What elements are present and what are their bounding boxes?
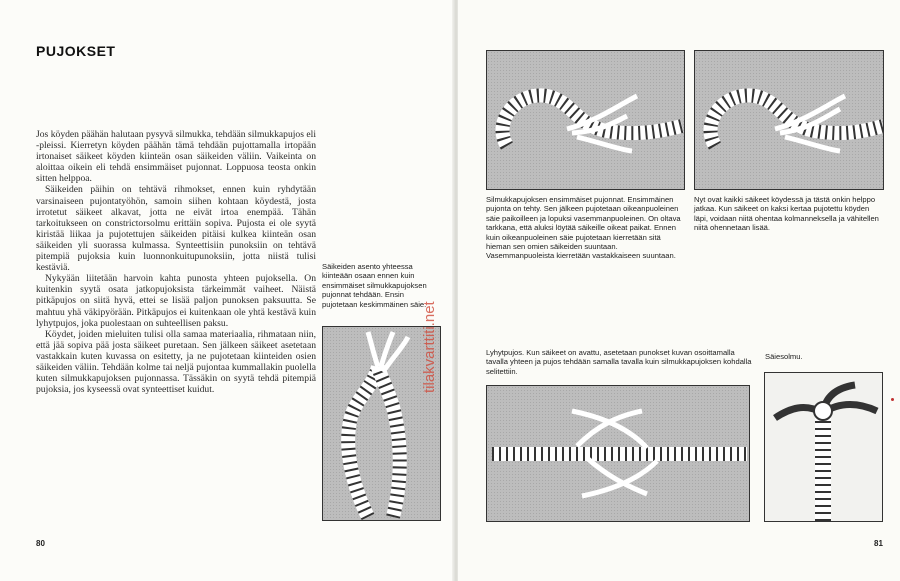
eye-splice-illustration-2 xyxy=(695,51,883,189)
short-splice-illustration xyxy=(487,386,749,521)
red-dot xyxy=(891,398,894,401)
page-number-left: 80 xyxy=(36,539,45,548)
figure-short-splice xyxy=(486,385,750,522)
body-text xyxy=(36,129,316,395)
figure-caption-short-splice: Lyhytpujos. Kun säikeet on avattu, asetetaan punokset kuvan osoittamalla tavalla yhteen ja pujos tehdään samalla tavalla kuin silmukkapujoksen kohdalla selitettiin. xyxy=(486,348,752,376)
figure-crown-knot xyxy=(764,372,883,522)
figure-caption-step1: Silmukkapujoksen ensimmäiset pujonnat. Ensimmäinen pujonta on tehty. Sen jälkeen pujotetaan oikeanpuoleinen säie paikoilleen ja lopuksi vasemmanpuoleinen. On oltava tarkkana, että aluksi löytää säikeille oikeat paikat. Ennen kuin oikeanpuoleinen säie pujotetaan kierretään sitä hieman sen omien säikeiden suuntaan. Vasemmanpuoleista kierretään vastakkaiseen suuntaan. xyxy=(486,195,681,261)
figure-eye-splice-step2 xyxy=(694,50,884,190)
eye-splice-illustration-1 xyxy=(487,51,684,189)
crown-knot-illustration xyxy=(765,373,882,521)
svg-text:tilakvarttiti.net: tilakvarttiti.net xyxy=(421,301,438,393)
figure-eye-splice-step1 xyxy=(486,50,685,190)
figure-caption-step2: Nyt ovat kaikki säikeet köydessä ja tästä onkin helppo jatkaa. Kun säikeet on kaksi kertaa pujotettu köyden läpi, voidaan niitä ohentaa kolmanneksella ja vähitellen niitä ohennetaan lisää. xyxy=(694,195,879,233)
page-number-right: 81 xyxy=(874,539,883,548)
figure-caption-left: Säikeiden asento yhteessa kiinteään osaan ennen kuin ensimmäiset silmukkapujoksen pujonnat tehdään. Ensin pujotetaan keskimmäinen säie. xyxy=(322,262,427,309)
page-heading: PUJOKSET xyxy=(36,43,116,59)
watermark-logo xyxy=(418,198,442,398)
figure-caption-crown-knot: Säiesolmu. xyxy=(765,352,803,361)
paragraph-3: Nykyään liitetään harvoin kahta punosta yhteen pujoksella. On kuitenkin syytä osata jatkopujoksista tärkeimmät vaiheet. Näistä pitkäpujos on siitä hyvä, ettei se lisää paljon punoksen paksuutta. Se mahtuu yhä väkipyörään. Pitkäpujos ei kuitenkaan ole yhtä kestävä kuin lyhytpujos, joka puolestaan on suhteellisen paksu. xyxy=(36,273,316,329)
paragraph-4: Köydet, joiden mieluiten tulisi olla samaa materiaalia, rihmataan niin, että jää sopiva pää josta säikeet puretaan. Sen jälkeen säikeet asetetaan vastakkain kuten kuvassa on esitetty, ja ne pujotetaan kiinteiden osien säikeiden väliin. Tehdään kolme tai neljä pujontaa kummallakin puolella kuten silmukkapujoksen pujonnassa. Tässäkin on syytä tehdä pitempiä pujoksia, jos kyseessä ovat synteettiset kuidut. xyxy=(36,328,316,396)
paragraph-1: Jos köyden päähän halutaan pysyvä silmukka, tehdään silmukkapujos eli -pleissi. Kierretyn köyden päähän tämä tehdään pujottamalla irtopään irtonaiset säikeet köyden kiinteän osan säikeiden väliin. Vaikeinta on aloittaa oikein eli tehdä ensimmäiset pujonnat. Loppuosa teosta onkin sitten helppoa. xyxy=(36,129,316,185)
paragraph-2: Säikeiden päihin on tehtävä rihmokset, ennen kuin ryhdytään varsinaiseen pujontatyöhön, samoin siihen kohtaan köydestä, josta irrotetut säikeet alkavat, jotta ne eivät irtoa enempää. Tähän tarkoitukseen on constrictorsolmu erittäin sopiva. Pujosta ei ole syytä kiristää liikaa ja pujotettujen säikeiden pitäisi kulkea kiinteän osan säikeiden yli suorassa kulmassa. Synteettisiin punoksiin on tehtävä pitempiä pujoksia kuin luonnonkuitupunoksiin, jotta niistä tulisi kestäviä. xyxy=(36,184,316,274)
